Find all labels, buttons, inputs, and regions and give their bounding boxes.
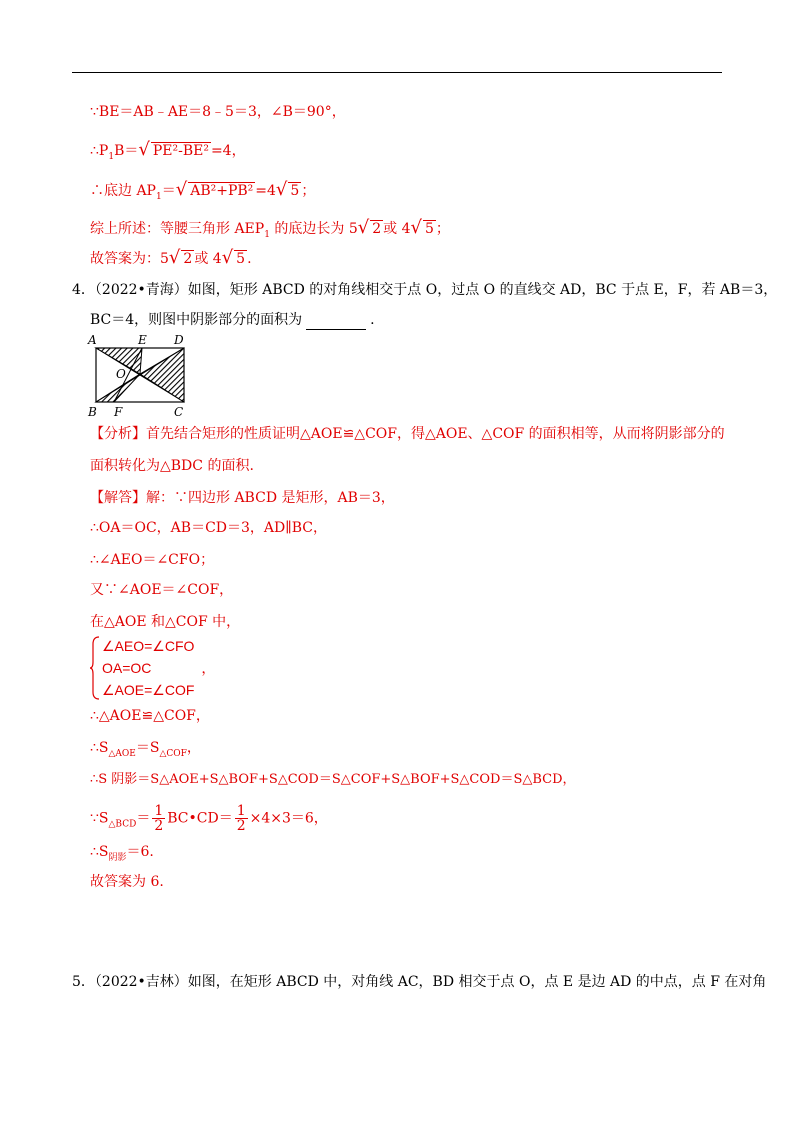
question-4-line: BC＝4，则图中阴影部分的面积为 . [90,312,375,328]
system-equation: ∠AEO=∠CFO [102,638,195,654]
label-D: D [174,333,184,347]
solution-line: 在△AOE 和△COF 中， [90,614,241,630]
solution-line: 故答案为 6. [90,874,164,890]
analysis-line: 面积转化为△BDC 的面积. [90,458,254,474]
system-equation: OA=OC ， [102,660,216,676]
solution-line: ∵BE＝AB﹣AE＝8﹣5＝3，∠B＝90°， [90,104,346,120]
label-E: E [138,333,147,347]
solution-line: ∴S 阴影＝S△AOE+S△BOF+S△COD＝S△COF+S△BOF+S△COD＝S△BCD， [90,772,576,787]
solution-line: ∴OA＝OC，AB＝CD＝3，AD∥BC， [90,520,327,536]
label-A: A [88,333,97,347]
radical: 5 [290,183,300,199]
label-O: O [116,367,126,381]
solution-line: $\therefore S_{阴影}=6$. [90,844,154,863]
system-equation: ∠AOE=∠COF [102,682,195,698]
solution-line: $\because S_{\triangle BCD}=$ $\frac{1}{2}$ BC•CD＝ $\frac{1}{2}$ ×4×3＝6， [90,803,328,834]
radical: AB²+PB² [190,183,254,199]
solution-line: 又∵∠AOE＝∠COF， [90,582,234,598]
rectangle-figure [86,332,196,422]
radical: PE²-BE² [152,143,209,159]
answer-blank [306,315,366,330]
solution-line: ∴△AOE≌△COF， [90,708,210,724]
solution-line: ∴∠AEO＝∠CFO； [90,552,215,568]
solution-line: 综上所述：等腰三角形 $AEP_1$ 的底边长为 5√ 2 或 4√ 5 ； [90,217,450,240]
solution-line: 故答案为：5√ 2 或 4√ 5 . [90,247,252,268]
solution-line: ∴底边 $AP_1=√$ AB²+PB² =4√ 5 ； [90,179,316,202]
label-B: B [88,405,97,418]
analysis-line: 【分析】首先结合矩形的性质证明△AOE≌△COF，得△AOE、△COF 的面积相等，从而将阴影部分的 [90,426,725,442]
question-4-line: 4．（2022•青海）如图，矩形 ABCD 的对角线相交于点 O，过点 O 的直线交 AD，BC 于点 E，F，若 AB＝3， [72,282,778,298]
label-C: C [174,405,184,418]
question-5-line: 5．（2022•吉林）如图，在矩形 ABCD 中，对角线 AC，BD 相交于点 O，点 E 是边 AD 的中点，点 F 在对角 [72,974,767,990]
header-rule [72,72,722,73]
solution-line: $\therefore P_1B=√$ PE²-BE² =4， [90,139,246,162]
label-F: F [114,405,123,418]
solution-line: $\therefore S_{\triangle AOE}=S_{\triangle COF}$， [90,740,201,759]
solution-line: 【解答】解：∵四边形 ABCD 是矩形，AB＝3， [90,490,395,506]
system-brace [90,636,100,700]
